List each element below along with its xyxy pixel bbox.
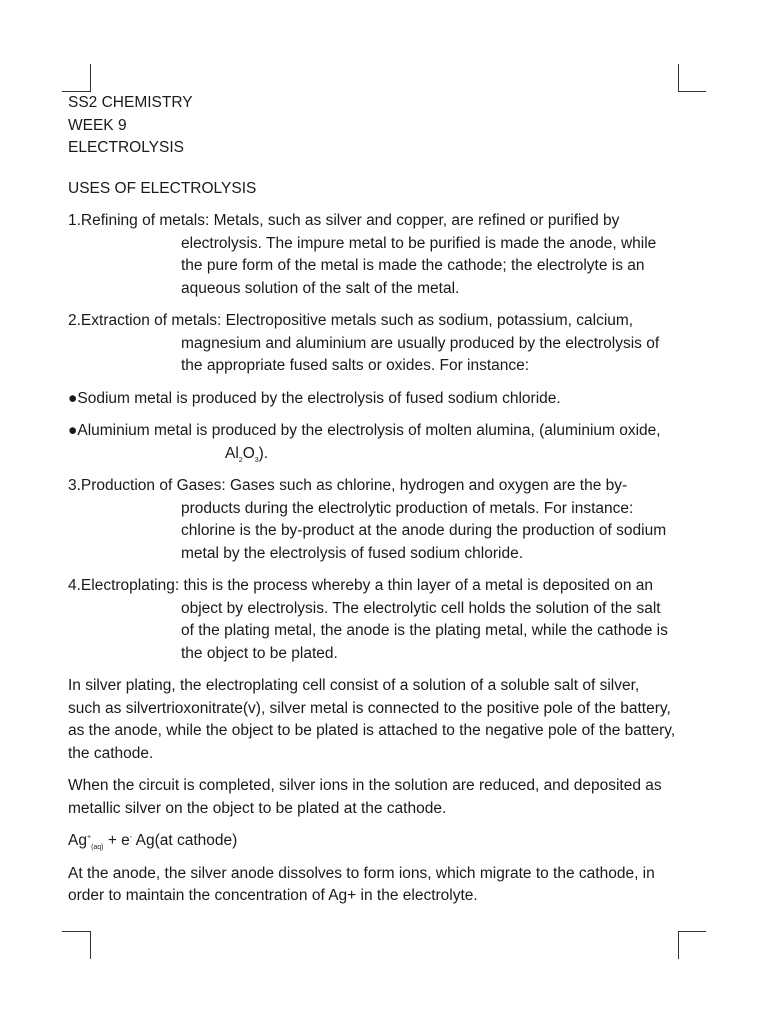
bullet-line: ●Aluminium metal is produced by the electrolysis of molten alumina, (aluminium oxide, (68, 422, 661, 439)
equation-product: Ag(at cathode) (132, 832, 238, 849)
crop-mark-bottom-right-v (678, 931, 679, 959)
item-line: 1.Refining of metals: Metals, such as silver and copper, are refined or purified by (68, 212, 620, 229)
formula-sub: 3 (254, 456, 259, 464)
equation-ag: Ag (68, 832, 87, 849)
item-refining (68, 210, 708, 300)
paragraph-line: metallic silver on the object to be plated at the cathode. (68, 799, 447, 817)
document-header (68, 92, 708, 160)
paragraph-anode (68, 863, 708, 908)
week-line: WEEK 9 (68, 116, 127, 134)
paragraph-line: as the anode, while the object to be plated is attached to the negative pole of the battery, (68, 722, 676, 739)
item-line: of the plating metal, the anode is the plating metal, while the cathode is (181, 622, 668, 639)
alumina-formula (68, 443, 708, 466)
item-line: magnesium and aluminium are usually produced by the electrolysis of (181, 334, 660, 352)
paragraph-line: such as silvertrioxonitrate(v), silver metal is connected to the positive pole of the battery, (68, 699, 671, 717)
item-line: object by electrolysis. The electrolytic cell holds the solution of the salt (181, 599, 661, 617)
cathode-equation (68, 830, 708, 853)
bullet-aluminium (68, 420, 708, 465)
item-line: the object to be plated. (181, 644, 338, 662)
paragraph-silver-plating (68, 675, 708, 765)
paragraph-line: the cathode. (68, 744, 154, 762)
item-line: products during the electrolytic production of metals. For instance: (181, 499, 634, 517)
item-line: the pure form of the metal is made the cathode; the electrolyte is an (181, 257, 645, 274)
crop-mark-bottom-left-h (62, 931, 91, 932)
item-line: aqueous solution of the salt of the metal. (181, 279, 460, 297)
crop-mark-top-right-v (678, 64, 679, 92)
paragraph-circuit (68, 775, 708, 820)
crop-mark-bottom-right-h (678, 931, 706, 932)
formula-end: ). (258, 444, 269, 462)
document-page (68, 92, 708, 918)
paragraph-line: When the circuit is completed, silver ions in the solution are reduced, and deposited as (68, 777, 662, 794)
bullet-sodium: ●Sodium metal is produced by the electrolysis of fused sodium chloride. (68, 389, 561, 407)
item-line: the appropriate fused salts or oxides. For instance: (181, 357, 530, 374)
item-electroplating (68, 575, 708, 665)
equation-charge: + (86, 833, 92, 841)
equation-electron: + e (103, 832, 130, 849)
formula-o: O (242, 444, 255, 462)
paragraph-line: At the anode, the silver anode dissolves to form ions, which migrate to the cathode, in (68, 864, 655, 882)
item-line: chlorine is the by-product at the anode during the production of sodium (181, 522, 667, 539)
item-line: electrolysis. The impure metal to be purified is made the anode, while (181, 234, 657, 252)
formula-al: Al (225, 444, 239, 462)
item-line: 4.Electroplating: this is the process whereby a thin layer of a metal is deposited on an (68, 577, 654, 594)
section-title: USES OF ELECTROLYSIS (68, 179, 257, 197)
item-line: metal by the electrolysis of fused sodium chloride. (181, 544, 524, 562)
formula-sub: 2 (238, 456, 243, 464)
subject-line: SS2 CHEMISTRY (68, 94, 193, 111)
item-gases (68, 475, 708, 565)
item-extraction (68, 310, 708, 378)
item-line: 3.Production of Gases: Gases such as chlorine, hydrogen and oxygen are the by- (68, 477, 628, 494)
paragraph-line: order to maintain the concentration of Ag+ in the electrolyte. (68, 887, 478, 904)
topic-line: ELECTROLYSIS (68, 139, 185, 156)
crop-mark-bottom-left-v (90, 931, 91, 959)
item-line: 2.Extraction of metals: Electropositive metals such as sodium, potassium, calcium, (68, 312, 634, 329)
paragraph-line: In silver plating, the electroplating cell consist of a solution of a soluble salt of silver, (68, 677, 640, 694)
equation-state: (aq) (91, 844, 104, 852)
equation-charge: - (129, 833, 133, 841)
crop-mark-top-left-v (90, 64, 91, 92)
